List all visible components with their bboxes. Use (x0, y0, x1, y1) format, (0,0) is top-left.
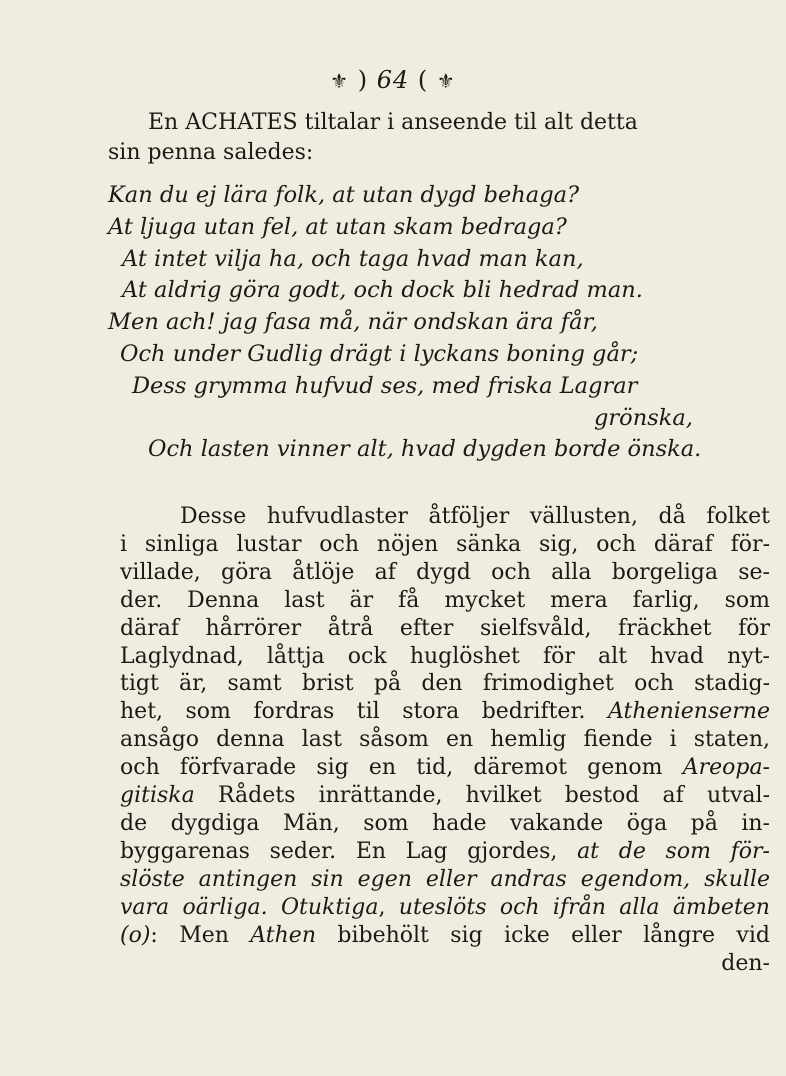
prose-line (120, 922, 770, 950)
prose-line (120, 754, 770, 782)
verse-line: Dess grymma hufvud ses, med friska Lagrar (132, 372, 638, 399)
prose-line (120, 866, 770, 894)
italic-run: gitiska (120, 783, 195, 809)
intro-line: En ACHATES tiltalar i anseende til alt detta (148, 110, 638, 135)
verse-line: Men ach! jag fasa må, när ondskan ära får, (108, 309, 598, 336)
italic-run: Areopa- (682, 755, 770, 781)
prose-line: däraf hårrörer åtrå efter sielfsvåld, fräckhet för (120, 615, 770, 641)
prose-line: Laglydnad, låttja ock huglöshet för alt hvad nyt- (120, 643, 770, 669)
prose-line (120, 698, 770, 726)
prose-line: villade, göra åtlöje af dygd och alla borgeliga se- (120, 559, 770, 585)
prose-line: i sinliga lustar och nöjen sänka sig, och däraf för- (120, 531, 770, 557)
italic-run: uteslöts och ifrån alla ämbeten (398, 894, 770, 920)
page-number: 64 (376, 66, 410, 94)
left-bracket: ) (357, 66, 369, 94)
verse-block (108, 180, 768, 466)
text-run: byggarenas seder. En Lag gjordes, (120, 838, 578, 864)
text-run: , (378, 894, 399, 920)
prose-line: tigt är, samt brist på den frimodighet och stadig- (120, 671, 770, 697)
text-run: och förfvarade sig en tid, däremot genom (120, 755, 663, 781)
text-run: : Men (150, 922, 251, 948)
prose-line (120, 782, 770, 810)
prose-line (120, 894, 770, 922)
text-run: het, som fordras til stora bedrifter. (120, 699, 586, 725)
text-run: Rådets inrättande, hvilket bestod af utval- (194, 783, 770, 809)
prose-line: Desse hufvudlaster åtföljer vällusten, då folket (180, 504, 770, 529)
prose-line: ansågo denna last såsom en hemlig fiende i staten, (120, 727, 770, 753)
verse-line: At intet vilja ha, och taga hvad man kan, (122, 245, 584, 272)
verse-line: At ljuga utan fel, at utan skam bedraga? (108, 213, 567, 240)
right-bracket: ( (417, 66, 429, 94)
intro-line: sin penna saledes: (108, 140, 314, 165)
italic-run: Athen (250, 922, 316, 948)
prose-line: der. Denna last är få mycket mera farlig, som (120, 587, 770, 613)
right-ornament-icon: ⚜ (436, 69, 456, 93)
prose-line: de dygdiga Män, som hade vakande öga på in- (120, 810, 770, 836)
page-header (0, 66, 786, 94)
verse-line: Kan du ej lära folk, at utan dygd behaga? (108, 182, 580, 208)
italic-run: Athenienserne (608, 699, 770, 725)
verse-line: Och lasten vinner alt, hvad dygden borde önska. (148, 436, 702, 463)
italic-run: at de som för- (577, 838, 770, 864)
verse-line: grönska, (594, 404, 693, 431)
catchword: den- (721, 950, 770, 976)
intro-paragraph (108, 108, 748, 168)
verse-line: Och under Gudlig drägt i lyckans boning går; (120, 340, 639, 367)
left-ornament-icon: ⚜ (330, 69, 350, 93)
footnote-marker: (o) (120, 922, 151, 948)
prose-line (120, 838, 770, 866)
italic-run: slöste antingen sin egen eller andras egendom, skulle (120, 866, 770, 892)
verse-line: At aldrig göra godt, och dock bli hedrad man. (122, 277, 643, 304)
italic-run: vara oärliga. Otuktiga (120, 894, 379, 920)
text-run: bibehölt sig icke eller långre vid (316, 922, 770, 948)
body-paragraph (120, 503, 770, 977)
